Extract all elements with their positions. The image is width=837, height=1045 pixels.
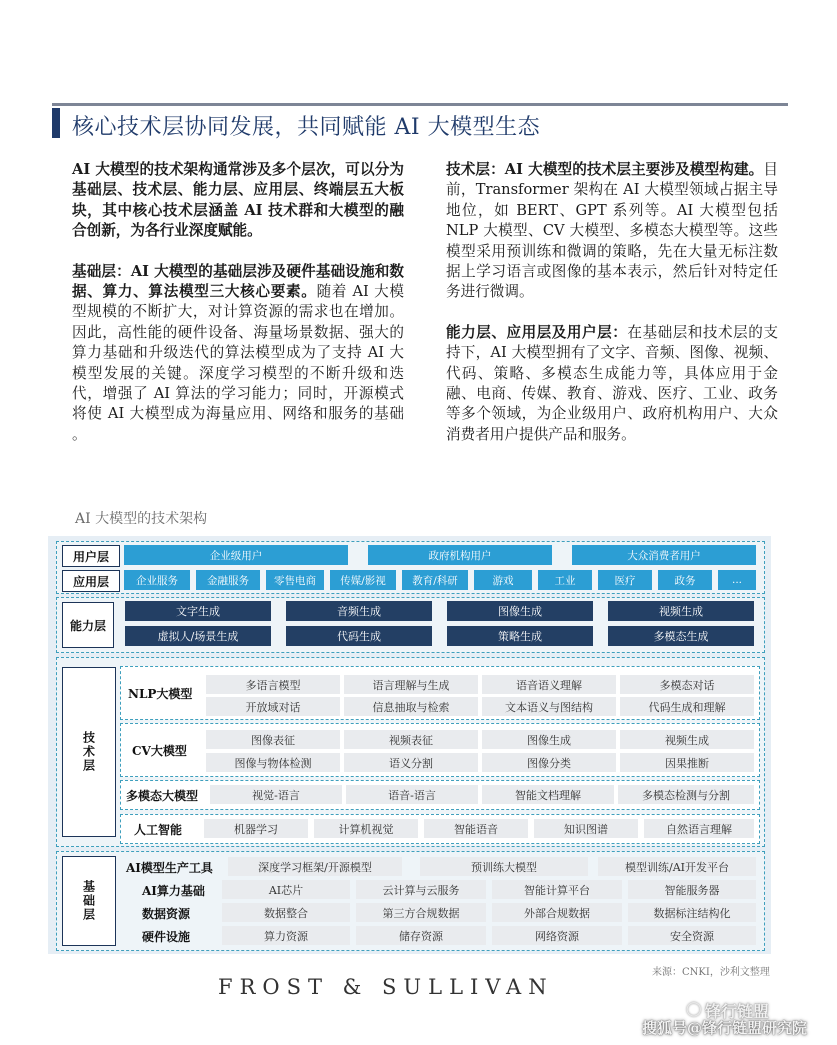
left-column — [72, 160, 404, 465]
header-accent-bar — [52, 108, 60, 138]
base-item: AI芯片 — [222, 880, 350, 899]
nlp-item: 多模态对话 — [620, 675, 754, 694]
base-row-label: AI模型生产工具 — [126, 861, 213, 875]
base-row-label: AI算力基础 — [142, 884, 205, 898]
base-item: 云计算与云服务 — [356, 880, 486, 899]
brand-logo: FROST & SULLIVAN — [218, 975, 554, 999]
app-item: 零售电商 — [266, 570, 324, 590]
app-layer-label: 应用层 — [62, 570, 120, 592]
app-item: 工业 — [538, 570, 592, 590]
user-item: 大众消费者用户 — [572, 545, 756, 565]
base-item: 智能计算平台 — [492, 880, 622, 899]
base-item: 预训练大模型 — [420, 857, 588, 876]
capability-item: 文字生成 — [125, 601, 271, 621]
base-item: 模型训练/AI开发平台 — [598, 857, 756, 876]
app-item: ... — [718, 570, 756, 590]
base-body: 随着 AI 大模型规模的不断扩大，对计算资源的需求也在增加。因此，高性能的硬件设备、海量场景数据、强大的算力基础和升级迭代的算法模型成为了支持 AI 大模型发展的关键。深度学习模型的不断升级和迭代，增强了 AI 算法的学习能力；同时，开源模式将使 AI 大模型成为海量应用、网络和服务的基础 。 — [72, 283, 404, 443]
base-item: 安全资源 — [628, 926, 756, 945]
cv-item: 图像表征 — [206, 730, 340, 749]
watermark-line-2: 搜狐号@锋行链盟研究院 — [642, 1019, 808, 1037]
ai-item: 机器学习 — [204, 819, 308, 838]
capability-item: 多模态生成 — [608, 626, 754, 646]
technology-layer-label: 技术层 — [62, 667, 116, 837]
base-item: 数据标注结构化 — [628, 903, 756, 922]
base-row-label: 数据资源 — [142, 907, 191, 921]
capability-item: 虚拟人/场景生成 — [125, 626, 271, 646]
capability-item: 音频生成 — [286, 601, 432, 621]
capability-item: 图像生成 — [447, 601, 593, 621]
capability-item: 视频生成 — [608, 601, 754, 621]
figure-source: 来源：CNKI，沙利文整理 — [652, 967, 770, 978]
capability-paragraph — [446, 323, 778, 445]
page-title: 核心技术层协同发展，共同赋能 AI 大模型生态 — [72, 115, 541, 140]
base-item: 算力资源 — [222, 926, 350, 945]
base-item: 外部合规数据 — [492, 903, 622, 922]
base-row-label: 硬件设施 — [142, 930, 191, 944]
nlp-item: 开放域对话 — [206, 697, 340, 716]
capability-item: 策略生成 — [447, 626, 593, 646]
nlp-label: NLP大模型 — [128, 687, 193, 701]
intro-text: AI 大模型的技术架构通常涉及多个层次，可以分为基础层、技术层、能力层、应用层、终端层五大板块，其中核心技术层涵盖 AI 技术群和大模型的融合创新，为各行业深度赋能。 — [72, 161, 404, 240]
nlp-item: 代码生成和理解 — [620, 697, 754, 716]
ai-label: 人工智能 — [134, 823, 183, 837]
multimodal-item: 智能文档理解 — [482, 785, 614, 804]
user-layer-label: 用户层 — [62, 545, 120, 567]
cv-item: 因果推断 — [620, 753, 754, 772]
watermark-line-1: 锋行链盟 — [705, 1002, 770, 1021]
nlp-item: 语言理解与生成 — [344, 675, 478, 694]
app-item: 医疗 — [598, 570, 652, 590]
app-item: 教育/科研 — [402, 570, 468, 590]
cap-body: 在基础层和技术层的支持下，AI 大模型拥有了文字、音频、图像、视频、代码、策略、多模态生成能力等，具体应用于金融、电商、传媒、教育、游戏、医疗、工业、政务等多个领域，为企业级用户、政府机构用户、大众消费者用户提供产品和服务。 — [446, 323, 778, 443]
base-layer-label: 基础层 — [62, 856, 116, 946]
intro-paragraph — [72, 160, 404, 242]
tech-body: 目前，Transformer 架构在 AI 大模型领域占据主导地位，如 BERT、GPT 系列等。AI 大模型包括 NLP 大模型、CV 大模型、多模态大模型等。这些模型采用预训练和微调的策略，先在大量无标注数据上学习语言或图像的基本表示，然后针对特定任务进行微调。 — [446, 161, 778, 301]
tech-lead: 技术层：AI 大模型的技术层主要涉及模型构建。 — [446, 161, 764, 178]
base-paragraph — [72, 262, 404, 446]
user-item: 企业级用户 — [124, 545, 348, 565]
ai-item: 计算机视觉 — [314, 819, 418, 838]
cv-item: 图像生成 — [482, 730, 616, 749]
app-item: 游戏 — [474, 570, 532, 590]
base-item: 数据整合 — [222, 903, 350, 922]
app-item: 传媒/影视 — [330, 570, 396, 590]
base-item: 第三方合规数据 — [356, 903, 486, 922]
base-item: 智能服务器 — [628, 880, 756, 899]
nlp-item: 信息抽取与检索 — [344, 697, 478, 716]
cv-item: 图像分类 — [482, 753, 616, 772]
nlp-item: 语音语义理解 — [482, 675, 616, 694]
wechat-bubble-icon: ◯ — [686, 1001, 702, 1017]
nlp-item: 文本语义与图结构 — [482, 697, 616, 716]
base-item: 深度学习框架/开源模型 — [228, 857, 402, 876]
right-column — [446, 160, 778, 465]
multimodal-item: 多模态检测与分割 — [618, 785, 754, 804]
cv-item: 图像与物体检测 — [206, 753, 340, 772]
multimodal-label: 多模态大模型 — [126, 789, 199, 803]
ai-item: 知识图谱 — [534, 819, 638, 838]
figure-title: AI 大模型的技术架构 — [75, 511, 208, 527]
capability-item: 代码生成 — [286, 626, 432, 646]
capability-layer-label: 能力层 — [62, 602, 114, 648]
multimodal-item: 语音-语言 — [346, 785, 478, 804]
app-item: 金融服务 — [196, 570, 260, 590]
tech-paragraph — [446, 160, 778, 303]
base-lead: 基础层：AI 大模型的基础层涉及硬件基础设施和数据、算力、算法模型三大核心要素。 — [72, 262, 404, 301]
base-item: 网络资源 — [492, 926, 622, 945]
cv-label: CV大模型 — [132, 744, 187, 758]
multimodal-item: 视觉-语言 — [210, 785, 342, 804]
cv-item: 语义分割 — [344, 753, 478, 772]
nlp-item: 多语言模型 — [206, 675, 340, 694]
app-item: 政务 — [658, 570, 712, 590]
app-item: 企业服务 — [124, 570, 190, 590]
user-item: 政府机构用户 — [368, 545, 552, 565]
header-rule — [52, 103, 788, 106]
base-item: 储存资源 — [356, 926, 486, 945]
cv-item: 视频表征 — [344, 730, 478, 749]
cap-lead: 能力层、应用层及用户层： — [446, 323, 628, 341]
cv-item: 视频生成 — [620, 730, 754, 749]
ai-item: 自然语言理解 — [644, 819, 754, 838]
ai-item: 智能语音 — [424, 819, 528, 838]
architecture-diagram — [48, 536, 771, 954]
